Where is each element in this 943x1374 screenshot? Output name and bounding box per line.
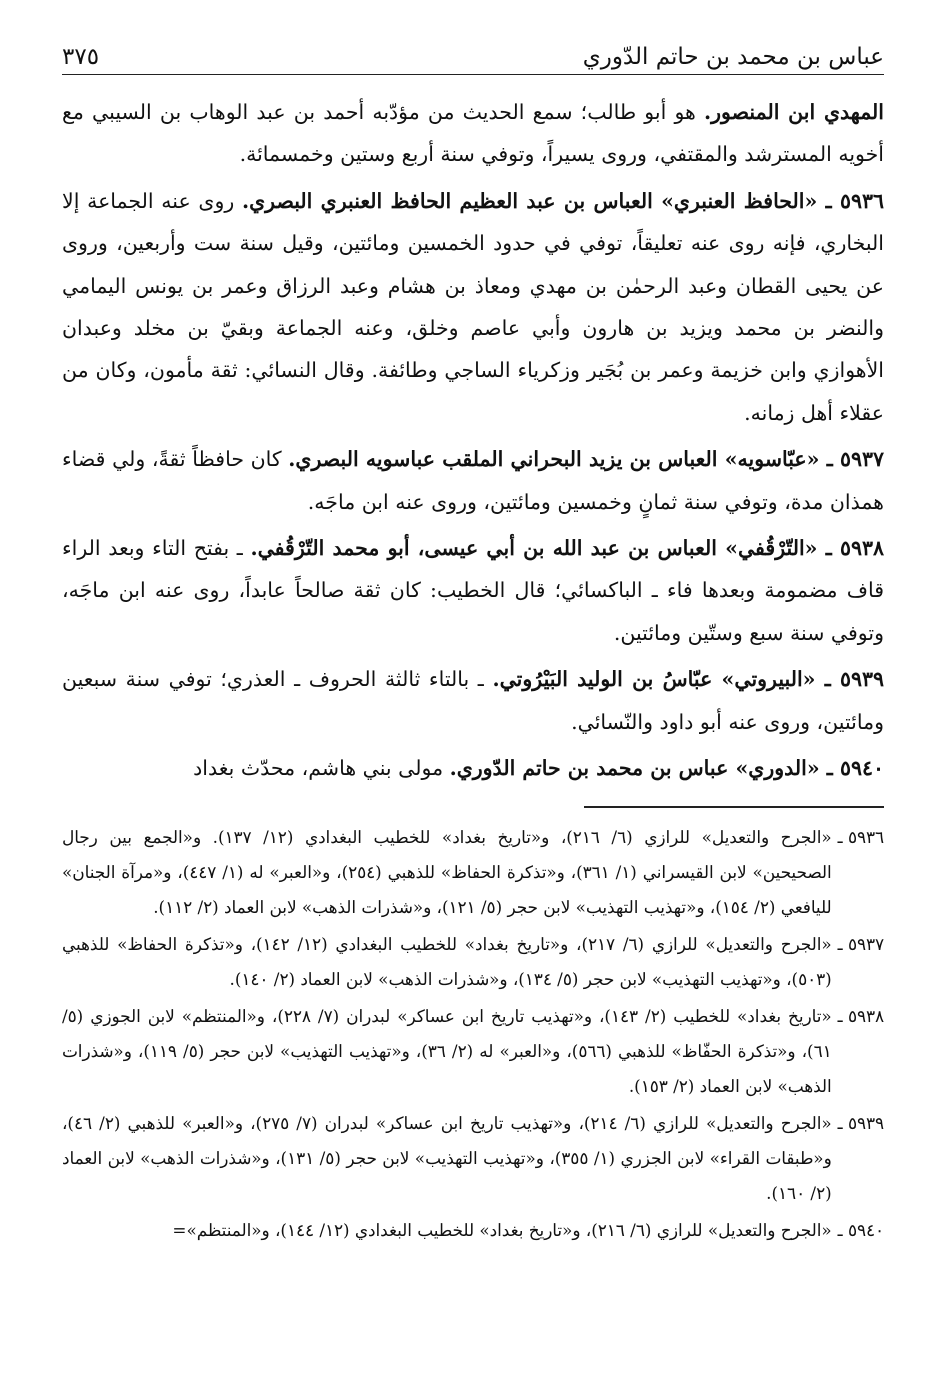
entry-heading: ٥٩٣٩ ـ «البيروتي» عبّاسُ بن الوليد البَيْرُوتي.	[492, 667, 884, 692]
entry-body: روى عنه الجماعة إلا البخاري، فإنه روى عنه تعليقاً، توفي في حدود الخمسين ومائتين، وقيل سنة ست وأربعين، وروى عن يحيى القطان وعبد الرحمٰن بن مهدي ومعاذ بن هشام وعبد الرزاق وعمر بن يونس اليمامي والنضر بن محمد ويزيد بن هارون وأبي عاصم وخلق، وعنه الجماعة وبقيّ بن مخلد وعبدان الأهوازي وابن خزيمة وعمر بن بُجَير وزكرياء الساجي وطائفة. وقال النسائي: ثقة مأمون، وكان من عقلاء أهل زمانه.	[62, 188, 884, 425]
entry-heading: ٥٩٣٦ ـ «الحافظ العنبري» العباس بن عبد العظيم الحافظ العنبري البصري.	[241, 188, 884, 213]
running-title: عباس بن محمد بن حاتم الدّوري	[582, 44, 884, 70]
entry-paragraph	[62, 658, 884, 743]
entry-body: ـ بالتاء ثالثة الحروف ـ العذري؛ توفي سنة سبعين ومائتين، وروى عنه أبو داود والنّسائي.	[62, 667, 884, 734]
entry-paragraph	[62, 438, 884, 523]
footnote-text: «الجرح والتعديل» للرازي (٦/ ٢١٤)، و«تهذيب تاريخ ابن عساكر» لبدران (٧/ ٢٧٥)، و«العبر» للذهبي (٢/ ٤٦)، و«طبقات القراء» لابن الجزري (١/ ٣٥٥)، و«تهذيب التهذيب» لابن حجر (٥/ ١٣١)، و«شذرات الذهب» لابن العماد (٢/ ١٦٠).	[62, 1112, 832, 1203]
footnote	[62, 820, 884, 925]
entry-body: مولى بني هاشم، محدّث بغداد	[193, 756, 450, 781]
entry-paragraph	[62, 91, 884, 176]
footnote-number: ٥٩٣٩ ـ	[837, 1112, 884, 1133]
page-number: ٣٧٥	[62, 44, 100, 70]
footnote	[62, 1213, 884, 1248]
footnote-number: ٥٩٤٠ ـ	[837, 1219, 884, 1240]
footnote-text: «الجرح والتعديل» للرازي (٦/ ٢١٦)، و«تاريخ بغداد» للخطيب البغدادي (١٢/ ١٣٧). و«الجمع بين رجال الصحيحين» لابن القيسراني (١/ ٣٦١)، و«تذكرة الحفاظ» للذهبي (٢٥٤)، و«العبر» له (١/ ٤٤٧)، و«مرآة الجنان» لليافعي (٢/ ١٥٤)، و«تهذيب التهذيب» لابن حجر (٥/ ١٢١)، و«شذرات الذهب» لابن العماد (٢/ ١١٢).	[62, 826, 832, 917]
footnote	[62, 1106, 884, 1211]
entry-body: هو أبو طالب؛ سمع الحديث من مؤدّبه أحمد بن عبد الوهاب بن السيبي مع أخويه المسترشد والمقتفي، وروى يسيراً، وتوفي سنة أربع وستين وخمسمائة.	[62, 100, 884, 167]
footnotes	[62, 820, 884, 1248]
book-page	[62, 30, 884, 1360]
main-text	[62, 91, 884, 790]
footnote	[62, 999, 884, 1104]
entry-heading: المهدي ابن المنصور.	[704, 100, 884, 124]
footnote-text: «الجرح والتعديل» للرازي (٦/ ٢١٦)، و«تاريخ بغداد» للخطيب البغدادي (١٢/ ١٤٤)، و«المنتظم»=	[172, 1219, 832, 1240]
running-header	[62, 30, 884, 75]
entry-heading: ٥٩٣٨ ـ «التّرْقُفي» العباس بن عبد الله بن أبي عيسى، أبو محمد التّرْقُفي.	[250, 536, 884, 561]
entry-body: كان حافظاً ثقةً، ولي قضاء همذان مدة، وتوفي سنة ثمانٍ وخمسين ومائتين، وروى عنه ابن ماجَه.	[62, 447, 884, 514]
footnote-text: «تاريخ بغداد» للخطيب (٢/ ١٤٣)، و«تهذيب تاريخ ابن عساكر» لبدران (٧/ ٢٢٨)، و«المنتظم» لابن الجوزي (٥/ ٦١)، و«تذكرة الحفّاظ» للذهبي (٥٦٦)، و«العبر» له (٢/ ٣٦)، و«تهذيب التهذيب» لابن حجر (٥/ ١١٩)، و«شذرات الذهب» لابن العماد (٢/ ١٥٣).	[62, 1005, 832, 1096]
footnote	[62, 927, 884, 997]
entry-body: ـ بفتح التاء وبعد الراء قاف مضمومة وبعدها فاء ـ الباكسائي؛ قال الخطيب: كان ثقة صالحاً عابداً، روى عنه ابن ماجَه، وتوفي سنة سبع وستّين ومائتين.	[62, 536, 884, 645]
entry-heading: ٥٩٣٧ ـ «عبّاسويه» العباس بن يزيد البحراني الملقب عباسويه البصري.	[288, 447, 884, 472]
entry-heading: ٥٩٤٠ ـ «الدوري» عباس بن محمد بن حاتم الدّوري.	[449, 756, 884, 781]
entry-paragraph	[62, 747, 884, 789]
entry-paragraph	[62, 180, 884, 434]
footnote-number: ٥٩٣٨ ـ	[837, 1005, 884, 1026]
footnote-text: «الجرح والتعديل» للرازي (٦/ ٢١٧)، و«تاريخ بغداد» للخطيب البغدادي (١٢/ ١٤٢)، و«تذكرة الحفاظ» للذهبي (٥٠٣)، و«تهذيب التهذيب» لابن حجر (٥/ ١٣٤)، و«شذرات الذهب» لابن العماد (٢/ ١٤٠).	[62, 933, 832, 989]
footnote-separator	[584, 806, 884, 808]
entry-paragraph	[62, 527, 884, 654]
footnote-number: ٥٩٣٦ ـ	[837, 826, 884, 847]
footnote-number: ٥٩٣٧ ـ	[837, 933, 884, 954]
